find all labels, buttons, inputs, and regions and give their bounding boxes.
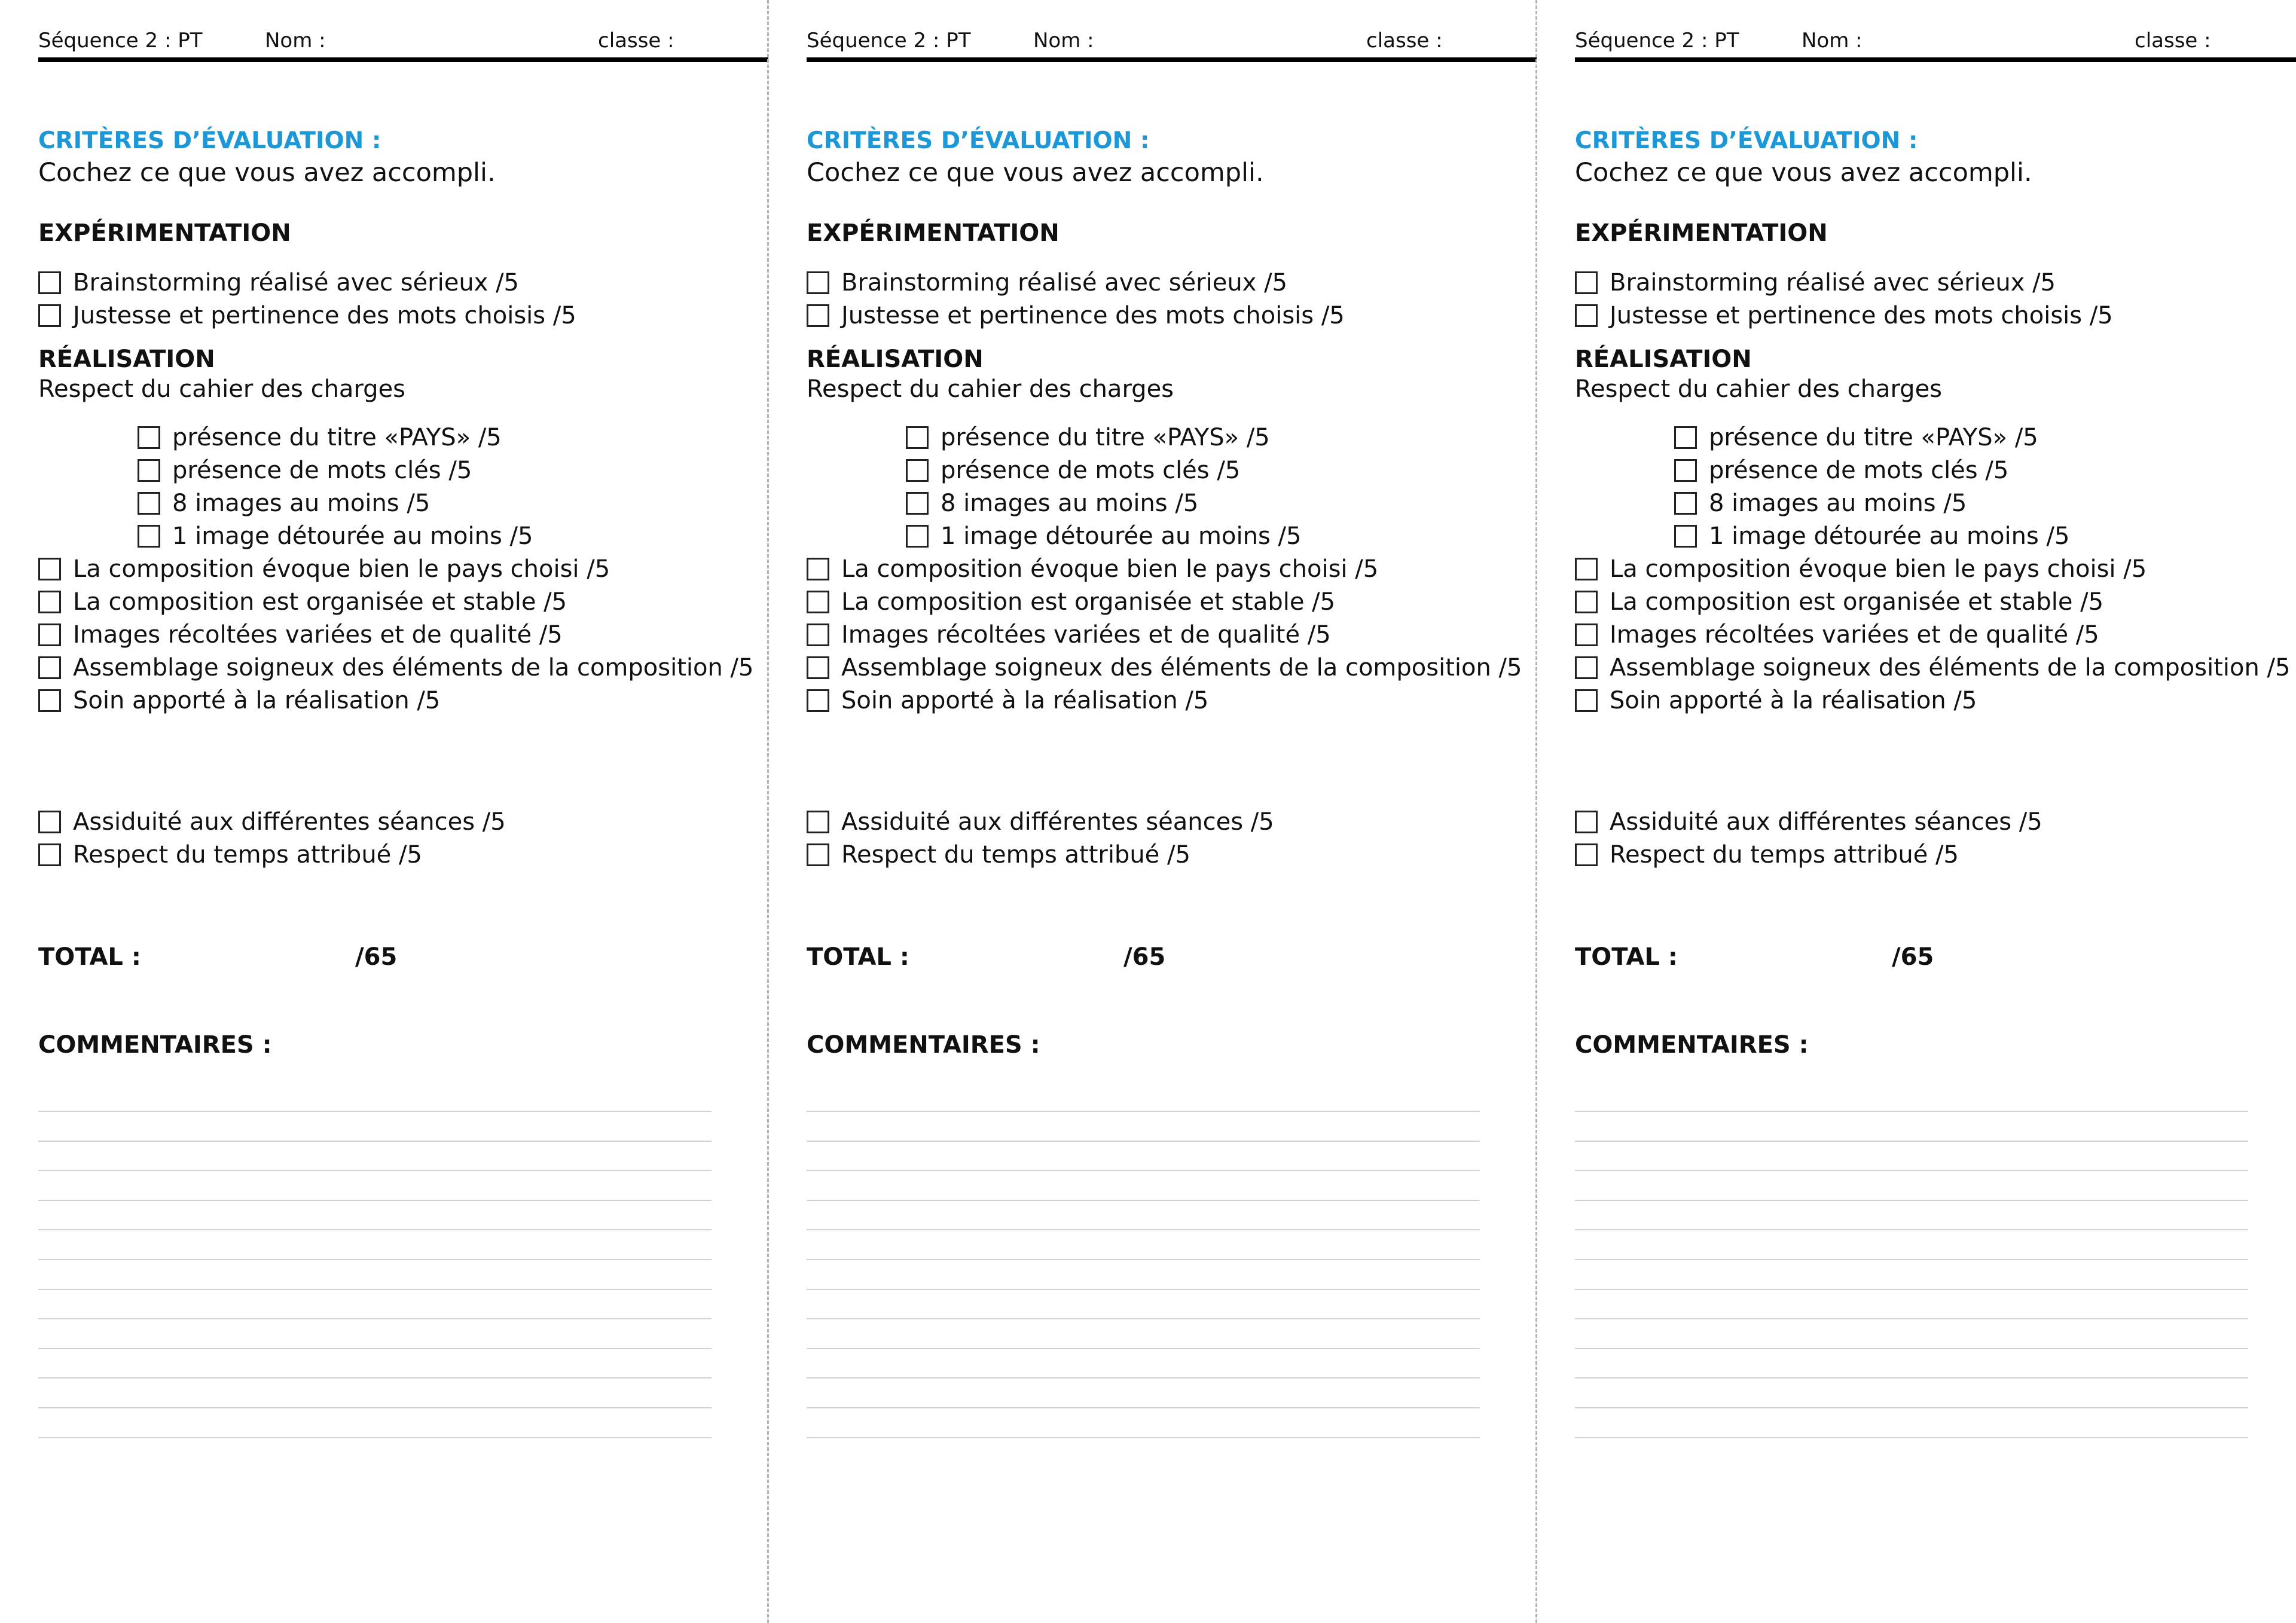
- criterion-label: Assiduité aux différentes séances /5: [1610, 808, 2042, 836]
- realisation-item[interactable]: [1575, 587, 2103, 617]
- criterion-label: Assiduité aux différentes séances /5: [73, 808, 506, 836]
- checkbox[interactable]: [807, 271, 829, 294]
- criterion-label: 8 images au moins /5: [941, 490, 1199, 517]
- comment-writing-line[interactable]: [1575, 1437, 2248, 1438]
- criteria-subtitle: Cochez ce que vous avez accompli.: [38, 158, 496, 188]
- criterion-label: Justesse et pertinence des mots choisis /5: [1610, 302, 2113, 329]
- total-value: /65: [1123, 943, 1166, 971]
- criterion-label: Assiduité aux différentes séances /5: [841, 808, 1274, 836]
- cut-line: [767, 0, 769, 1623]
- comment-writing-line[interactable]: [38, 1318, 712, 1319]
- experimentation-item[interactable]: [807, 268, 1287, 298]
- comment-writing-line[interactable]: [1575, 1259, 2248, 1260]
- criterion-label: présence du titre «PAYS» /5: [172, 424, 502, 451]
- experimentation-item[interactable]: [1575, 268, 2056, 298]
- criterion-label: La composition est organisée et stable /5: [73, 588, 567, 616]
- cahier-des-charges-label: Respect du cahier des charges: [1575, 375, 1943, 403]
- comments-label: COMMENTAIRES :: [1575, 1031, 1809, 1059]
- criterion-label: Justesse et pertinence des mots choisis /5: [841, 302, 1345, 329]
- checkbox[interactable]: [1575, 558, 1598, 580]
- comment-writing-line[interactable]: [1575, 1318, 2248, 1319]
- checkbox[interactable]: [38, 689, 61, 712]
- criterion-label: Images récoltées variées et de qualité /5: [73, 621, 563, 649]
- checkbox[interactable]: [906, 525, 929, 548]
- checkbox[interactable]: [38, 558, 61, 580]
- criterion-label: La composition évoque bien le pays choisi /5: [1610, 555, 2147, 583]
- checkbox[interactable]: [906, 426, 929, 449]
- checkbox[interactable]: [1575, 811, 1598, 833]
- criterion-label: présence du titre «PAYS» /5: [1709, 424, 2038, 451]
- attendance-item[interactable]: [807, 807, 1274, 837]
- comment-writing-line[interactable]: [38, 1111, 712, 1112]
- comment-writing-line[interactable]: [807, 1377, 1480, 1379]
- comment-writing-line[interactable]: [38, 1377, 712, 1379]
- realisation-item[interactable]: [1575, 653, 2290, 683]
- comment-writing-line[interactable]: [807, 1200, 1480, 1201]
- checkbox[interactable]: [807, 591, 829, 613]
- criterion-label: La composition est organisée et stable /5: [1610, 588, 2104, 616]
- cut-line: [1535, 0, 1537, 1623]
- realisation-subitem[interactable]: [138, 456, 472, 485]
- realisation-item[interactable]: [38, 620, 563, 650]
- comment-writing-line[interactable]: [1575, 1141, 2248, 1142]
- checkbox[interactable]: [38, 843, 61, 866]
- checkbox[interactable]: [1575, 843, 1598, 866]
- comment-writing-line[interactable]: [38, 1437, 712, 1438]
- checkbox[interactable]: [138, 426, 160, 449]
- evaluation-sheet: [1537, 0, 2296, 1623]
- checkbox[interactable]: [1575, 689, 1598, 712]
- checkbox[interactable]: [1575, 271, 1598, 294]
- comment-writing-line[interactable]: [38, 1407, 712, 1408]
- criterion-label: Images récoltées variées et de qualité /5: [841, 621, 1331, 649]
- experimentation-item[interactable]: [38, 268, 519, 298]
- checkbox[interactable]: [38, 656, 61, 679]
- comment-writing-line[interactable]: [1575, 1377, 2248, 1379]
- checkbox[interactable]: [38, 271, 61, 294]
- evaluation-sheet: [0, 0, 768, 1623]
- comment-writing-line[interactable]: [38, 1289, 712, 1290]
- criterion-label: 8 images au moins /5: [172, 490, 430, 517]
- realisation-subitem[interactable]: [1674, 488, 1967, 518]
- criteria-subtitle: Cochez ce que vous avez accompli.: [1575, 158, 2032, 188]
- attendance-item[interactable]: [38, 807, 506, 837]
- attendance-item[interactable]: [38, 840, 422, 870]
- realisation-subitem[interactable]: [906, 456, 1240, 485]
- section-realisation: RÉALISATION: [807, 346, 984, 373]
- comment-writing-line[interactable]: [807, 1170, 1480, 1171]
- criterion-label: Soin apporté à la réalisation /5: [73, 687, 441, 714]
- comment-writing-line[interactable]: [38, 1170, 712, 1171]
- checkbox[interactable]: [138, 492, 160, 515]
- realisation-item[interactable]: [38, 686, 440, 716]
- attendance-item[interactable]: [1575, 840, 1959, 870]
- header-rule: [807, 57, 1537, 62]
- realisation-item[interactable]: [807, 686, 1208, 716]
- criterion-label: La composition évoque bien le pays choisi /5: [73, 555, 610, 583]
- realisation-subitem[interactable]: [138, 521, 533, 551]
- realisation-item[interactable]: [38, 554, 610, 584]
- attendance-item[interactable]: [1575, 807, 2042, 837]
- comment-writing-line[interactable]: [1575, 1407, 2248, 1408]
- criterion-label: La composition évoque bien le pays choisi /5: [841, 555, 1379, 583]
- total-label: TOTAL :: [38, 943, 141, 971]
- realisation-item[interactable]: [1575, 554, 2147, 584]
- comment-writing-line[interactable]: [807, 1111, 1480, 1112]
- comment-writing-line[interactable]: [1575, 1348, 2248, 1349]
- checkbox[interactable]: [1674, 426, 1697, 449]
- checkbox[interactable]: [807, 689, 829, 712]
- realisation-subitem[interactable]: [1674, 456, 2008, 485]
- realisation-item[interactable]: [807, 587, 1335, 617]
- evaluation-sheet: [768, 0, 1537, 1623]
- section-experimentation: EXPÉRIMENTATION: [1575, 219, 1828, 247]
- total-label: TOTAL :: [807, 943, 909, 971]
- checkbox[interactable]: [807, 558, 829, 580]
- criterion-label: 1 image détourée au moins /5: [1709, 522, 2070, 550]
- name-field-label: Nom :: [1033, 29, 1094, 53]
- section-realisation: RÉALISATION: [38, 346, 215, 373]
- realisation-subitem[interactable]: [138, 488, 430, 518]
- checkbox[interactable]: [807, 656, 829, 679]
- section-realisation: RÉALISATION: [1575, 346, 1752, 373]
- criterion-label: Assemblage soigneux des éléments de la composition /5: [841, 654, 1522, 681]
- name-field-label: Nom :: [1802, 29, 1863, 53]
- cahier-des-charges-label: Respect du cahier des charges: [807, 375, 1174, 403]
- criterion-label: Brainstorming réalisé avec sérieux /5: [841, 269, 1287, 297]
- header-rule: [1575, 57, 2296, 62]
- realisation-item[interactable]: [1575, 620, 2099, 650]
- comment-writing-line[interactable]: [1575, 1200, 2248, 1201]
- realisation-subitem[interactable]: [906, 521, 1301, 551]
- class-field-label: classe :: [1366, 29, 1443, 53]
- class-field-label: classe :: [2135, 29, 2211, 53]
- checkbox[interactable]: [1575, 623, 1598, 646]
- criteria-title: CRITÈRES D’ÉVALUATION :: [807, 127, 1150, 154]
- checkbox[interactable]: [38, 811, 61, 833]
- comment-writing-line[interactable]: [807, 1259, 1480, 1260]
- attendance-item[interactable]: [807, 840, 1190, 870]
- name-field-label: Nom :: [265, 29, 326, 53]
- realisation-item[interactable]: [38, 587, 567, 617]
- checkbox[interactable]: [1674, 459, 1697, 482]
- checkbox[interactable]: [1674, 525, 1697, 548]
- criterion-label: Brainstorming réalisé avec sérieux /5: [1610, 269, 2056, 297]
- checkbox[interactable]: [807, 304, 829, 327]
- checkbox[interactable]: [138, 525, 160, 548]
- header-rule: [38, 57, 768, 62]
- comment-writing-line[interactable]: [1575, 1289, 2248, 1290]
- checkbox[interactable]: [1575, 591, 1598, 613]
- checkbox[interactable]: [1575, 304, 1598, 327]
- sequence-label: Séquence 2 : PT: [807, 29, 971, 53]
- realisation-item[interactable]: [807, 620, 1331, 650]
- comment-writing-line[interactable]: [807, 1407, 1480, 1408]
- checkbox[interactable]: [38, 591, 61, 613]
- criterion-label: Brainstorming réalisé avec sérieux /5: [73, 269, 519, 297]
- checkbox[interactable]: [807, 811, 829, 833]
- realisation-item[interactable]: [38, 653, 753, 683]
- realisation-subitem[interactable]: [906, 488, 1198, 518]
- checkbox[interactable]: [38, 623, 61, 646]
- criterion-label: 8 images au moins /5: [1709, 490, 1967, 517]
- total-value: /65: [1892, 943, 1934, 971]
- criterion-label: présence de mots clés /5: [941, 457, 1241, 484]
- total-value: /65: [355, 943, 398, 971]
- sequence-label: Séquence 2 : PT: [1575, 29, 1739, 53]
- checkbox[interactable]: [807, 843, 829, 866]
- sequence-label: Séquence 2 : PT: [38, 29, 203, 53]
- criterion-label: présence de mots clés /5: [1709, 457, 2009, 484]
- criterion-label: présence du titre «PAYS» /5: [941, 424, 1270, 451]
- criterion-label: 1 image détourée au moins /5: [941, 522, 1302, 550]
- comment-writing-line[interactable]: [38, 1259, 712, 1260]
- realisation-item[interactable]: [1575, 686, 1977, 716]
- comment-writing-line[interactable]: [38, 1200, 712, 1201]
- comment-writing-line[interactable]: [1575, 1229, 2248, 1230]
- comments-label: COMMENTAIRES :: [807, 1031, 1040, 1059]
- total-label: TOTAL :: [1575, 943, 1678, 971]
- criterion-label: Respect du temps attribué /5: [841, 841, 1190, 869]
- comment-writing-line[interactable]: [38, 1229, 712, 1230]
- criterion-label: présence de mots clés /5: [172, 457, 472, 484]
- section-experimentation: EXPÉRIMENTATION: [38, 219, 291, 247]
- criterion-label: Soin apporté à la réalisation /5: [841, 687, 1209, 714]
- criteria-title: CRITÈRES D’ÉVALUATION :: [38, 127, 381, 154]
- checkbox[interactable]: [906, 492, 929, 515]
- comment-writing-line[interactable]: [38, 1348, 712, 1349]
- criterion-label: Justesse et pertinence des mots choisis /5: [73, 302, 576, 329]
- realisation-item[interactable]: [807, 653, 1522, 683]
- comments-label: COMMENTAIRES :: [38, 1031, 272, 1059]
- comment-writing-line[interactable]: [807, 1437, 1480, 1438]
- experimentation-item[interactable]: [807, 301, 1345, 331]
- criterion-label: 1 image détourée au moins /5: [172, 522, 533, 550]
- realisation-subitem[interactable]: [1674, 423, 2038, 453]
- realisation-subitem[interactable]: [1674, 521, 2069, 551]
- checkbox[interactable]: [1575, 656, 1598, 679]
- checkbox[interactable]: [906, 459, 929, 482]
- checkbox[interactable]: [38, 304, 61, 327]
- checkbox[interactable]: [807, 623, 829, 646]
- criterion-label: Respect du temps attribué /5: [73, 841, 422, 869]
- comment-writing-line[interactable]: [1575, 1111, 2248, 1112]
- criteria-subtitle: Cochez ce que vous avez accompli.: [807, 158, 1264, 188]
- criteria-title: CRITÈRES D’ÉVALUATION :: [1575, 127, 1918, 154]
- section-experimentation: EXPÉRIMENTATION: [807, 219, 1060, 247]
- class-field-label: classe :: [598, 29, 674, 53]
- realisation-subitem[interactable]: [906, 423, 1270, 453]
- criterion-label: Images récoltées variées et de qualité /5: [1610, 621, 2099, 649]
- comment-writing-line[interactable]: [1575, 1170, 2248, 1171]
- comment-writing-line[interactable]: [807, 1229, 1480, 1230]
- criterion-label: Respect du temps attribué /5: [1610, 841, 1959, 869]
- criterion-label: Assemblage soigneux des éléments de la composition /5: [1610, 654, 2291, 681]
- checkbox[interactable]: [1674, 492, 1697, 515]
- comment-writing-line[interactable]: [807, 1289, 1480, 1290]
- comment-writing-line[interactable]: [807, 1318, 1480, 1319]
- comment-writing-line[interactable]: [38, 1141, 712, 1142]
- criterion-label: La composition est organisée et stable /5: [841, 588, 1336, 616]
- realisation-item[interactable]: [807, 554, 1378, 584]
- experimentation-item[interactable]: [38, 301, 576, 331]
- cahier-des-charges-label: Respect du cahier des charges: [38, 375, 406, 403]
- realisation-subitem[interactable]: [138, 423, 502, 453]
- criterion-label: Soin apporté à la réalisation /5: [1610, 687, 1977, 714]
- comment-writing-line[interactable]: [807, 1141, 1480, 1142]
- comment-writing-line[interactable]: [807, 1348, 1480, 1349]
- experimentation-item[interactable]: [1575, 301, 2113, 331]
- criterion-label: Assemblage soigneux des éléments de la composition /5: [73, 654, 754, 681]
- checkbox[interactable]: [138, 459, 160, 482]
